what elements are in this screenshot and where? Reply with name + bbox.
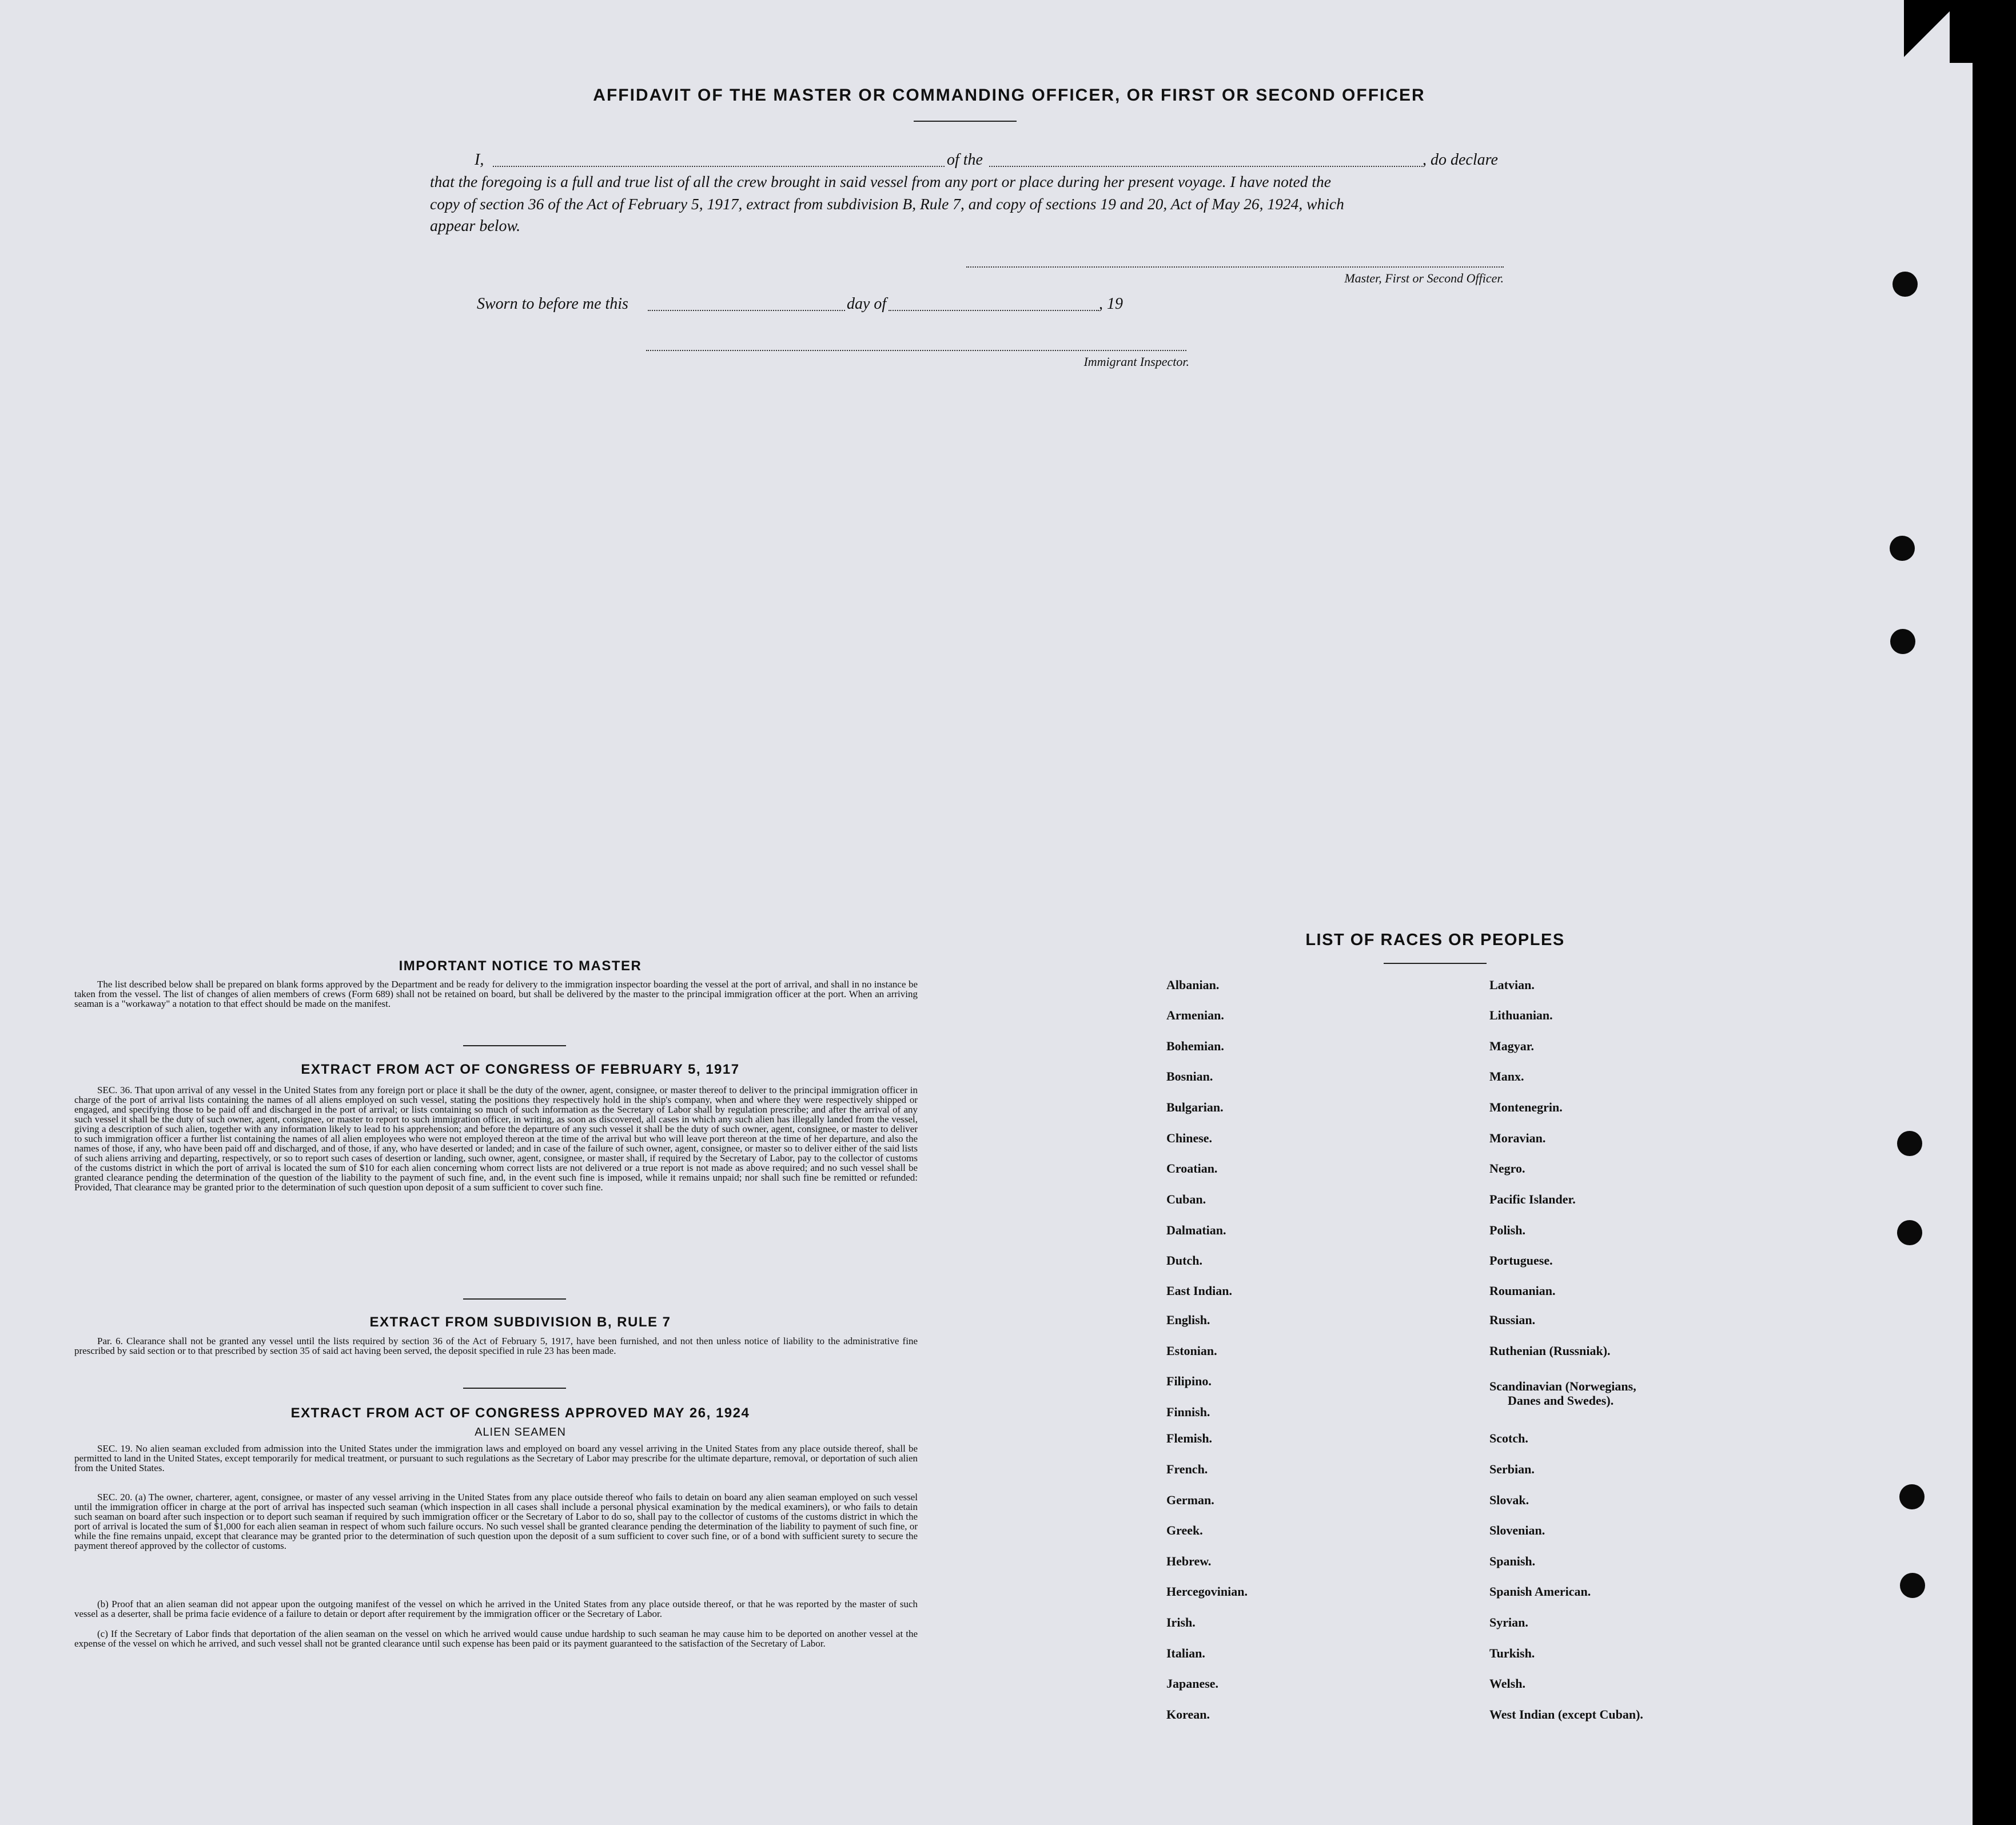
race-item: Armenian. xyxy=(1166,1008,1224,1022)
race-item: Hebrew. xyxy=(1166,1554,1212,1568)
race-item: English. xyxy=(1166,1313,1210,1327)
affidavit-line2: that the foregoing is a full and true list of all the crew brought in said vessel from any port or place during her present voyage. I have noted the xyxy=(430,173,1331,190)
year-label: , 19 xyxy=(1099,295,1123,313)
race-item: Magyar. xyxy=(1489,1039,1535,1053)
vessel-blank[interactable] xyxy=(989,166,1423,167)
race-item: Hercegovinian. xyxy=(1166,1584,1248,1599)
race-item: Flemish. xyxy=(1166,1431,1213,1445)
master-label: Master, First or Second Officer. xyxy=(1344,271,1504,285)
race-item: Manx. xyxy=(1489,1069,1524,1083)
notice-title: IMPORTANT NOTICE TO MASTER xyxy=(399,958,642,974)
do-declare-label: , do declare xyxy=(1423,151,1498,169)
race-item: Estonian. xyxy=(1166,1344,1217,1358)
master-signature-line[interactable] xyxy=(966,266,1504,268)
race-item: Bohemian. xyxy=(1166,1039,1224,1053)
name-blank[interactable] xyxy=(493,166,945,167)
race-item: Japanese. xyxy=(1166,1676,1219,1691)
race-item: Irish. xyxy=(1166,1615,1196,1629)
sec20a-body: SEC. 20. (a) The owner, charterer, agent, consignee, or master of any vessel arriving in the United States from any place outside thereof who fails to detain on board any alien seaman employed on such vessel until the immigration officer in charge at the port of arrival has inspected such seaman (which inspection in all cases shall include a personal physical examination by the medical examiners), or who fails to detain such seaman on board after such inspection or to deport such seaman if required by such immigration officer or the Secretary of Labor to do so, shall pay to the collector of customs of the customs district in which the port of arrival is located the sum of $1,000 for each alien seaman in respect of whom such failure occurs. No such vessel shall be granted clearance pending the determination of the liability to payment of such fine, or while the fine remains unpaid, except that clearance may be granted prior to the determination of such question upon the deposit of a sum sufficient to cover such fine, or of a bond with sufficient surety to secure the payment thereof approved by the collector of customs. xyxy=(74,1492,918,1551)
race-item: Spanish American. xyxy=(1489,1584,1591,1599)
race-item: Bulgarian. xyxy=(1166,1100,1224,1114)
race-item: Greek. xyxy=(1166,1523,1203,1537)
page-edge xyxy=(1938,63,1973,1825)
of-the-label: of the xyxy=(947,151,983,169)
race-item: West Indian (except Cuban). xyxy=(1489,1707,1643,1722)
race-item: Dutch. xyxy=(1166,1253,1202,1268)
race-item: Spanish. xyxy=(1489,1554,1536,1568)
punch-hole xyxy=(1893,272,1918,297)
race-item: Negro. xyxy=(1489,1161,1525,1176)
rule7-body: Par. 6. Clearance shall not be granted any vessel until the lists required by section 36 of the Act of February 5, 1917, have been furnished, and not then unless notice of liability to the administrative fine prescribed by said section or to that prescribed by section 35 of said act having been served, the deposit specified in rule 23 has been made. xyxy=(74,1336,918,1356)
race-item: Pacific Islander. xyxy=(1489,1192,1576,1206)
notice-body: The list described below shall be prepared on blank forms approved by the Department and be ready for delivery to the immigration inspector boarding the vessel at the port of arrival, and shall in no instance be taken from the vessel. The list of changes of alien members of crews (Form 689) shall not be retained on board, but shall be delivered by the master to the principal immigration officer at the port. When an arriving seaman is a "workaway" a notation to that effect should be made on the manifest. xyxy=(74,979,918,1009)
sworn-day-blank[interactable] xyxy=(648,310,845,311)
race-item: Slovenian. xyxy=(1489,1523,1545,1537)
race-item: East Indian. xyxy=(1166,1284,1232,1298)
alien-seamen-subtitle: ALIEN SEAMEN xyxy=(475,1426,566,1439)
race-item: Latvian. xyxy=(1489,978,1535,992)
sec20c-body: (c) If the Secretary of Labor finds that deportation of the alien seaman on the vessel on which he arrived would cause undue hardship to such seaman he may cause him to be deported on another vessel at the expense of the vessel on which he arrived, and such vessel shall not be granted clearance until such expense has been paid or its payment guaranteed to the satisfaction of the Secretary of Labor. xyxy=(74,1628,918,1649)
punch-hole xyxy=(1899,1484,1925,1509)
punch-hole xyxy=(1897,1131,1922,1156)
race-item: Dalmatian. xyxy=(1166,1223,1226,1237)
race-item: French. xyxy=(1166,1462,1208,1476)
race-item: Finnish. xyxy=(1166,1405,1210,1419)
race-item: Scandinavian (Norwegians, xyxy=(1489,1379,1636,1393)
title-rule xyxy=(914,121,1017,122)
race-item: Serbian. xyxy=(1489,1462,1535,1476)
punch-hole xyxy=(1900,1573,1925,1598)
rule7-title: EXTRACT FROM SUBDIVISION B, RULE 7 xyxy=(369,1314,671,1330)
day-of-label: day of xyxy=(847,295,887,313)
race-item: Filipino. xyxy=(1166,1374,1212,1388)
race-item: Turkish. xyxy=(1489,1646,1535,1660)
affidavit-line3: copy of section 36 of the Act of February 5, 1917, extract from subdivision B, Rule 7, and copy of sections 19 and 20, Act of May 26, 1924, which xyxy=(430,195,1344,213)
races-title: LIST OF RACES OR PEOPLES xyxy=(1305,931,1565,949)
race-item: Ruthenian (Russniak). xyxy=(1489,1344,1611,1358)
race-item: Croatian. xyxy=(1166,1161,1218,1176)
race-item: Korean. xyxy=(1166,1707,1210,1722)
extract-1917-title: EXTRACT FROM ACT OF CONGRESS OF FEBRUARY 5, 1917 xyxy=(301,1062,740,1077)
race-item: Moravian. xyxy=(1489,1131,1546,1145)
affidavit-i: I, xyxy=(475,151,484,169)
race-item: Montenegrin. xyxy=(1489,1100,1563,1114)
punch-hole xyxy=(1897,1220,1922,1245)
race-item: Lithuanian. xyxy=(1489,1008,1553,1022)
race-item: Roumanian. xyxy=(1489,1284,1556,1298)
race-item: Russian. xyxy=(1489,1313,1536,1327)
sworn-month-blank[interactable] xyxy=(889,310,1099,311)
extract-1917-body: SEC. 36. That upon arrival of any vessel in the United States from any foreign port or place it shall be the duty of the owner, agent, consignee, or master thereof to deliver to the principal immigration officer in charge of the port of arrival lists containing the names of all aliens employed on such vessel, stating the positions they respectively hold in the ship's company, when and where they were respectively shipped or engaged, and specifying those to be paid off and discharged in the port of arrival; or lists containing so much of such information as the Secretary of Labor shall by regulation prescribe; and after the arrival of any such vessel it shall be the duty of such owner, agent, consignee, or master to report to such immigration officer, in writing, as soon as discovered, all cases in which any such alien has illegally landed from the vessel, giving a description of such alien, together with any information likely to lead to his apprehension; and before the departure of any such vessel it shall be the duty of such owner, agent, consignee, or master to deliver to such immigration officer a further list containing the names of all alien employees who were not employed thereon at the time of the arrival but who will leave port thereon at the time of her departure, and also the names of those, if any, who have been paid off and discharged, and of those, if any, who have deserted or landed; and in case of the failure of such owner, agent, consignee, or master so to deliver either of the said lists of such aliens arriving and departing, respectively, or so to report such cases of desertion or landing, such owner, agent, consignee, or master shall, if required by the Secretary of Labor, pay to the collector of customs of the customs district in which the port of arrival is located the sum of $10 for each alien concerning whom correct lists are not delivered or a true report is not made as above required; and no such vessel shall be granted clearance pending the determination of the question of the liability to the payment of such fine, and, in the event such fine is imposed, while it remains unpaid; nor shall such fine be remitted or refunded: Provided, That clearance may be granted prior to the determination of such question upon deposit of a sum sufficient to cover such fine. xyxy=(74,1085,918,1193)
race-item: Albanian. xyxy=(1166,978,1220,992)
affidavit-title: AFFIDAVIT OF THE MASTER OR COMMANDING OFFICER, OR FIRST OR SECOND OFFICER xyxy=(593,86,1425,105)
race-item: Polish. xyxy=(1489,1223,1525,1237)
race-item: Italian. xyxy=(1166,1646,1205,1660)
sec19-body: SEC. 19. No alien seaman excluded from admission into the United States under the immigration laws and employed on board any vessel arriving in the United States from any place outside thereof, shall be permitted to land in the United States, except temporarily for medical treatment, or pursuant to such regulations as the Secretary of Labor may prescribe for the ultimate departure, removal, or deportation of such alien from the United States. xyxy=(74,1443,918,1473)
section-rule xyxy=(463,1388,566,1389)
section-rule xyxy=(463,1045,566,1046)
punch-hole xyxy=(1890,629,1915,654)
race-item: Scotch. xyxy=(1489,1431,1528,1445)
affidavit-line1 xyxy=(475,151,1504,170)
race-item: Welsh. xyxy=(1489,1676,1525,1691)
race-item: Slovak. xyxy=(1489,1493,1529,1507)
folded-corner xyxy=(1904,0,1950,69)
affidavit-line4: appear below. xyxy=(430,217,521,235)
inspector-signature-line[interactable] xyxy=(646,350,1186,351)
punch-hole xyxy=(1890,536,1915,561)
race-item: German. xyxy=(1166,1493,1214,1507)
race-item: Cuban. xyxy=(1166,1192,1206,1206)
sec20b-body: (b) Proof that an alien seaman did not appear upon the outgoing manifest of the vessel on which he arrived in the United States from any place outside thereof, or that he was reported by the master of such vessel as a deserter, shall be prima facie evidence of a failure to detain or deport after requirement by the immigration officer or the Secretary of Labor. xyxy=(74,1599,918,1619)
race-item: Chinese. xyxy=(1166,1131,1213,1145)
race-item: Danes and Swedes). xyxy=(1508,1393,1614,1408)
race-item: Portuguese. xyxy=(1489,1253,1553,1268)
section-rule xyxy=(463,1298,566,1300)
races-title-rule xyxy=(1384,963,1487,964)
inspector-label: Immigrant Inspector. xyxy=(1083,354,1189,369)
race-item: Bosnian. xyxy=(1166,1069,1213,1083)
sworn-label: Sworn to before me this xyxy=(477,295,628,313)
extract-1924-title: EXTRACT FROM ACT OF CONGRESS APPROVED MAY 26, 1924 xyxy=(290,1405,750,1421)
race-item: Syrian. xyxy=(1489,1615,1528,1629)
